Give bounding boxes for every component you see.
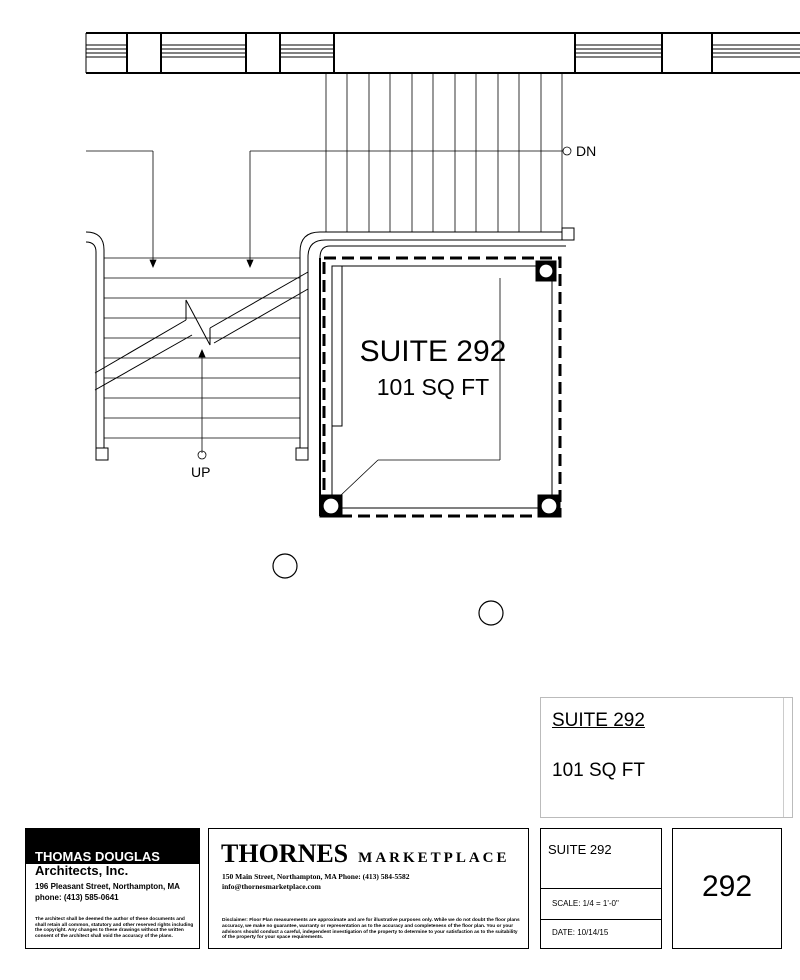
upper-stair-treads <box>326 73 562 232</box>
property-block <box>208 828 529 949</box>
up-arrow <box>198 350 206 459</box>
property-name-main: THORNES <box>221 839 349 868</box>
stair-break-line <box>95 272 308 390</box>
up-label: UP <box>191 464 211 480</box>
summary-suite-title: SUITE 292 <box>552 710 645 731</box>
architect-address: 196 Pleasant Street, Northampton, MA <box>35 882 180 891</box>
architect-phone: phone: (413) 585-0641 <box>35 893 119 902</box>
sheet-number: 292 <box>701 870 753 903</box>
architect-notice: The architect shall be deemed the author of these documents and shall retain all common, statutory and other reserved rights including the copyright. Any changes to these drawings without the written consent of the architect shall void the accuracy of the plans. <box>35 917 194 939</box>
architect-company: Architects, Inc. <box>35 863 129 878</box>
property-email: info@thornesmarketplace.com <box>222 882 321 891</box>
summary-box-edge <box>783 698 784 817</box>
sheet-suite: SUITE 292 <box>548 842 612 857</box>
property-disclaimer: Disclaimer: Floor Plan measurements are approximate and are for illustrative purposes only. While we do not doubt the floor plans accuracy, we make no guarantee, warranty or representation as to the accuracy and completeness of the floor plan. You or your advisors should conduct a careful, independent investigation of the property to determine to your satisfaction as to the suitability of the property for your space requirements. <box>222 918 520 941</box>
architect-block <box>25 828 200 949</box>
architect-name: THOMAS DOUGLAS <box>35 849 160 864</box>
column-circle <box>273 554 297 578</box>
window-glazing <box>86 45 800 57</box>
suite-summary-box <box>540 697 793 818</box>
summary-suite-area: 101 SQ FT <box>552 760 645 781</box>
suite-plan-title: SUITE 292 <box>359 335 507 368</box>
sheet-scale: SCALE: 1/4 = 1'-0" <box>552 899 619 908</box>
property-address: 150 Main Street, Northampton, MA Phone: (413) 584-5582 <box>222 872 410 881</box>
property-name-sub: MARKETPLACE <box>358 850 510 866</box>
column-circle <box>479 601 503 625</box>
property-name <box>221 839 510 869</box>
sheet-date: DATE: 10/14/15 <box>552 928 609 937</box>
suite-plan-area: 101 SQ FT <box>376 374 490 400</box>
sheet-divider <box>541 919 661 920</box>
sheet-divider <box>541 888 661 889</box>
sheet-info-block <box>540 828 662 949</box>
dn-label: DN <box>576 143 597 159</box>
sheet-number-block <box>672 828 782 949</box>
